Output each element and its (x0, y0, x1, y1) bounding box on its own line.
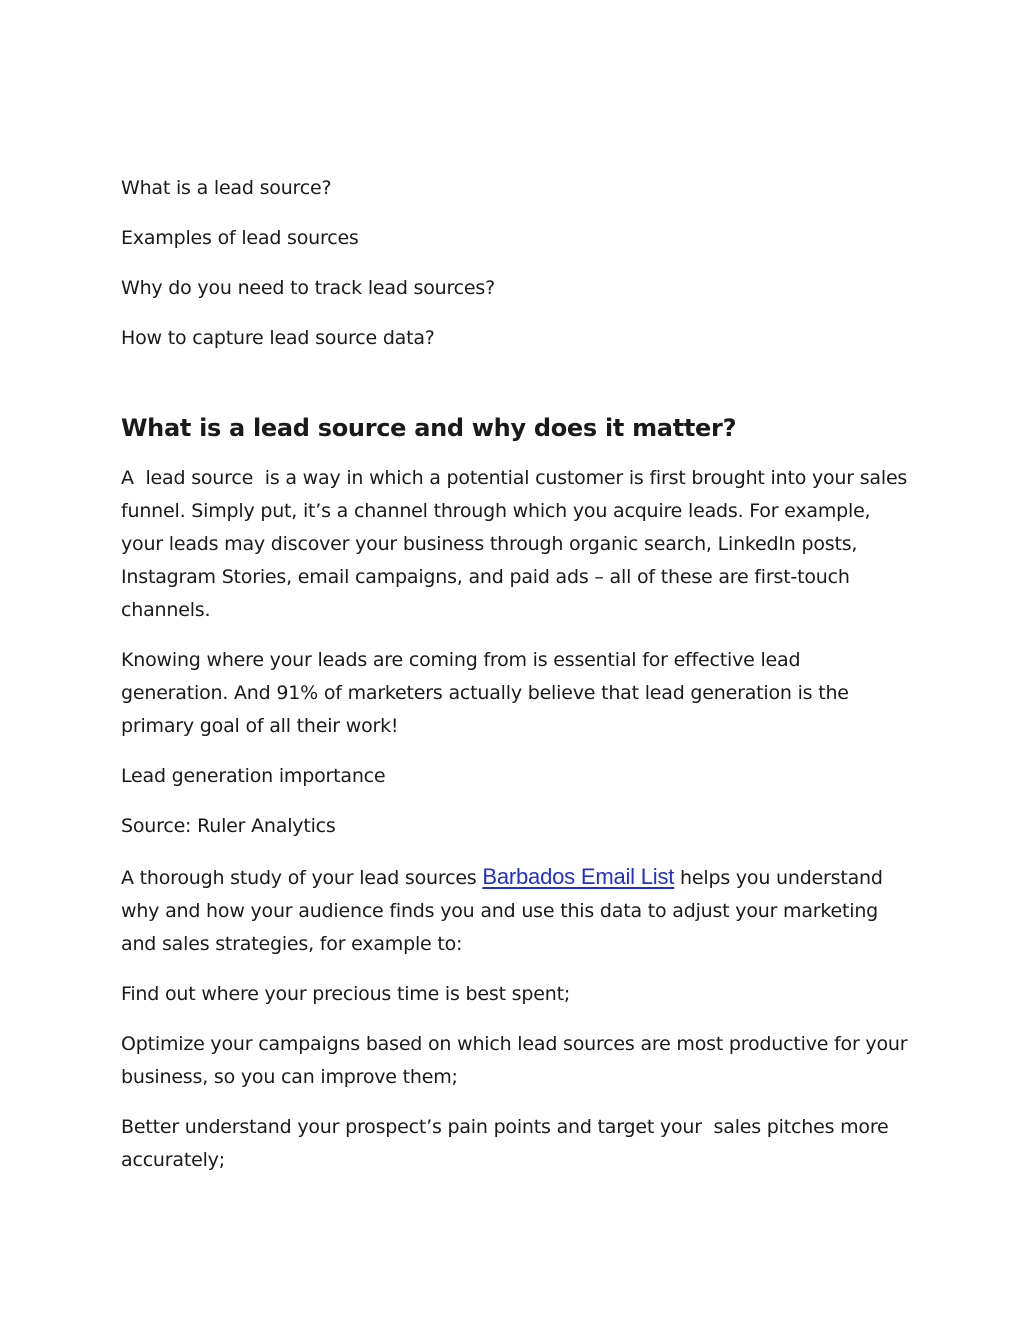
section-heading: What is a lead source and why does it matter? (121, 414, 737, 442)
list-item-optimize: Optimize your campaigns based on which lead sources are most productive for your business, so you can improve them; (121, 1033, 908, 1088)
barbados-email-list-link[interactable]: Barbados Email List (482, 864, 675, 889)
source-credit: Source: Ruler Analytics (121, 815, 336, 837)
paragraph-study (121, 860, 911, 961)
paragraph-definition: A lead source is a way in which a potential customer is first brought into your sales funnel. Simply put, it’s a channel through which you acquire leads. For example, your leads may discover your business through organic search, LinkedIn posts, Instagram Stories, email campaigns, and paid ads – all of these are first-touch channels. (121, 467, 913, 621)
toc-item-why-track: Why do you need to track lead sources? (121, 277, 496, 299)
document-content (121, 172, 911, 1194)
paragraph-study-rest: helps you understand why and how your audience finds you and use this data to adjust your marketing and sales strategies, for example to: (121, 867, 883, 955)
paragraph-importance: Knowing where your leads are coming from is essential for effective lead generation. And 91% of marketers actually believe that lead generation is the primary goal of all their work! (121, 649, 849, 737)
toc-item-examples: Examples of lead sources (121, 227, 359, 249)
table-of-contents (121, 172, 911, 355)
toc-item-what-is-lead-source: What is a lead source? (121, 177, 332, 199)
paragraph-study-lead: A thorough study of your lead sources (121, 867, 483, 889)
list-item-time: Find out where your precious time is best spent; (121, 983, 571, 1005)
image-caption-lead-generation: Lead generation importance (121, 765, 386, 787)
list-item-pain-points: Better understand your prospect’s pain points and target your sales pitches more accurately; (121, 1116, 895, 1171)
toc-item-how-capture: How to capture lead source data? (121, 327, 435, 349)
